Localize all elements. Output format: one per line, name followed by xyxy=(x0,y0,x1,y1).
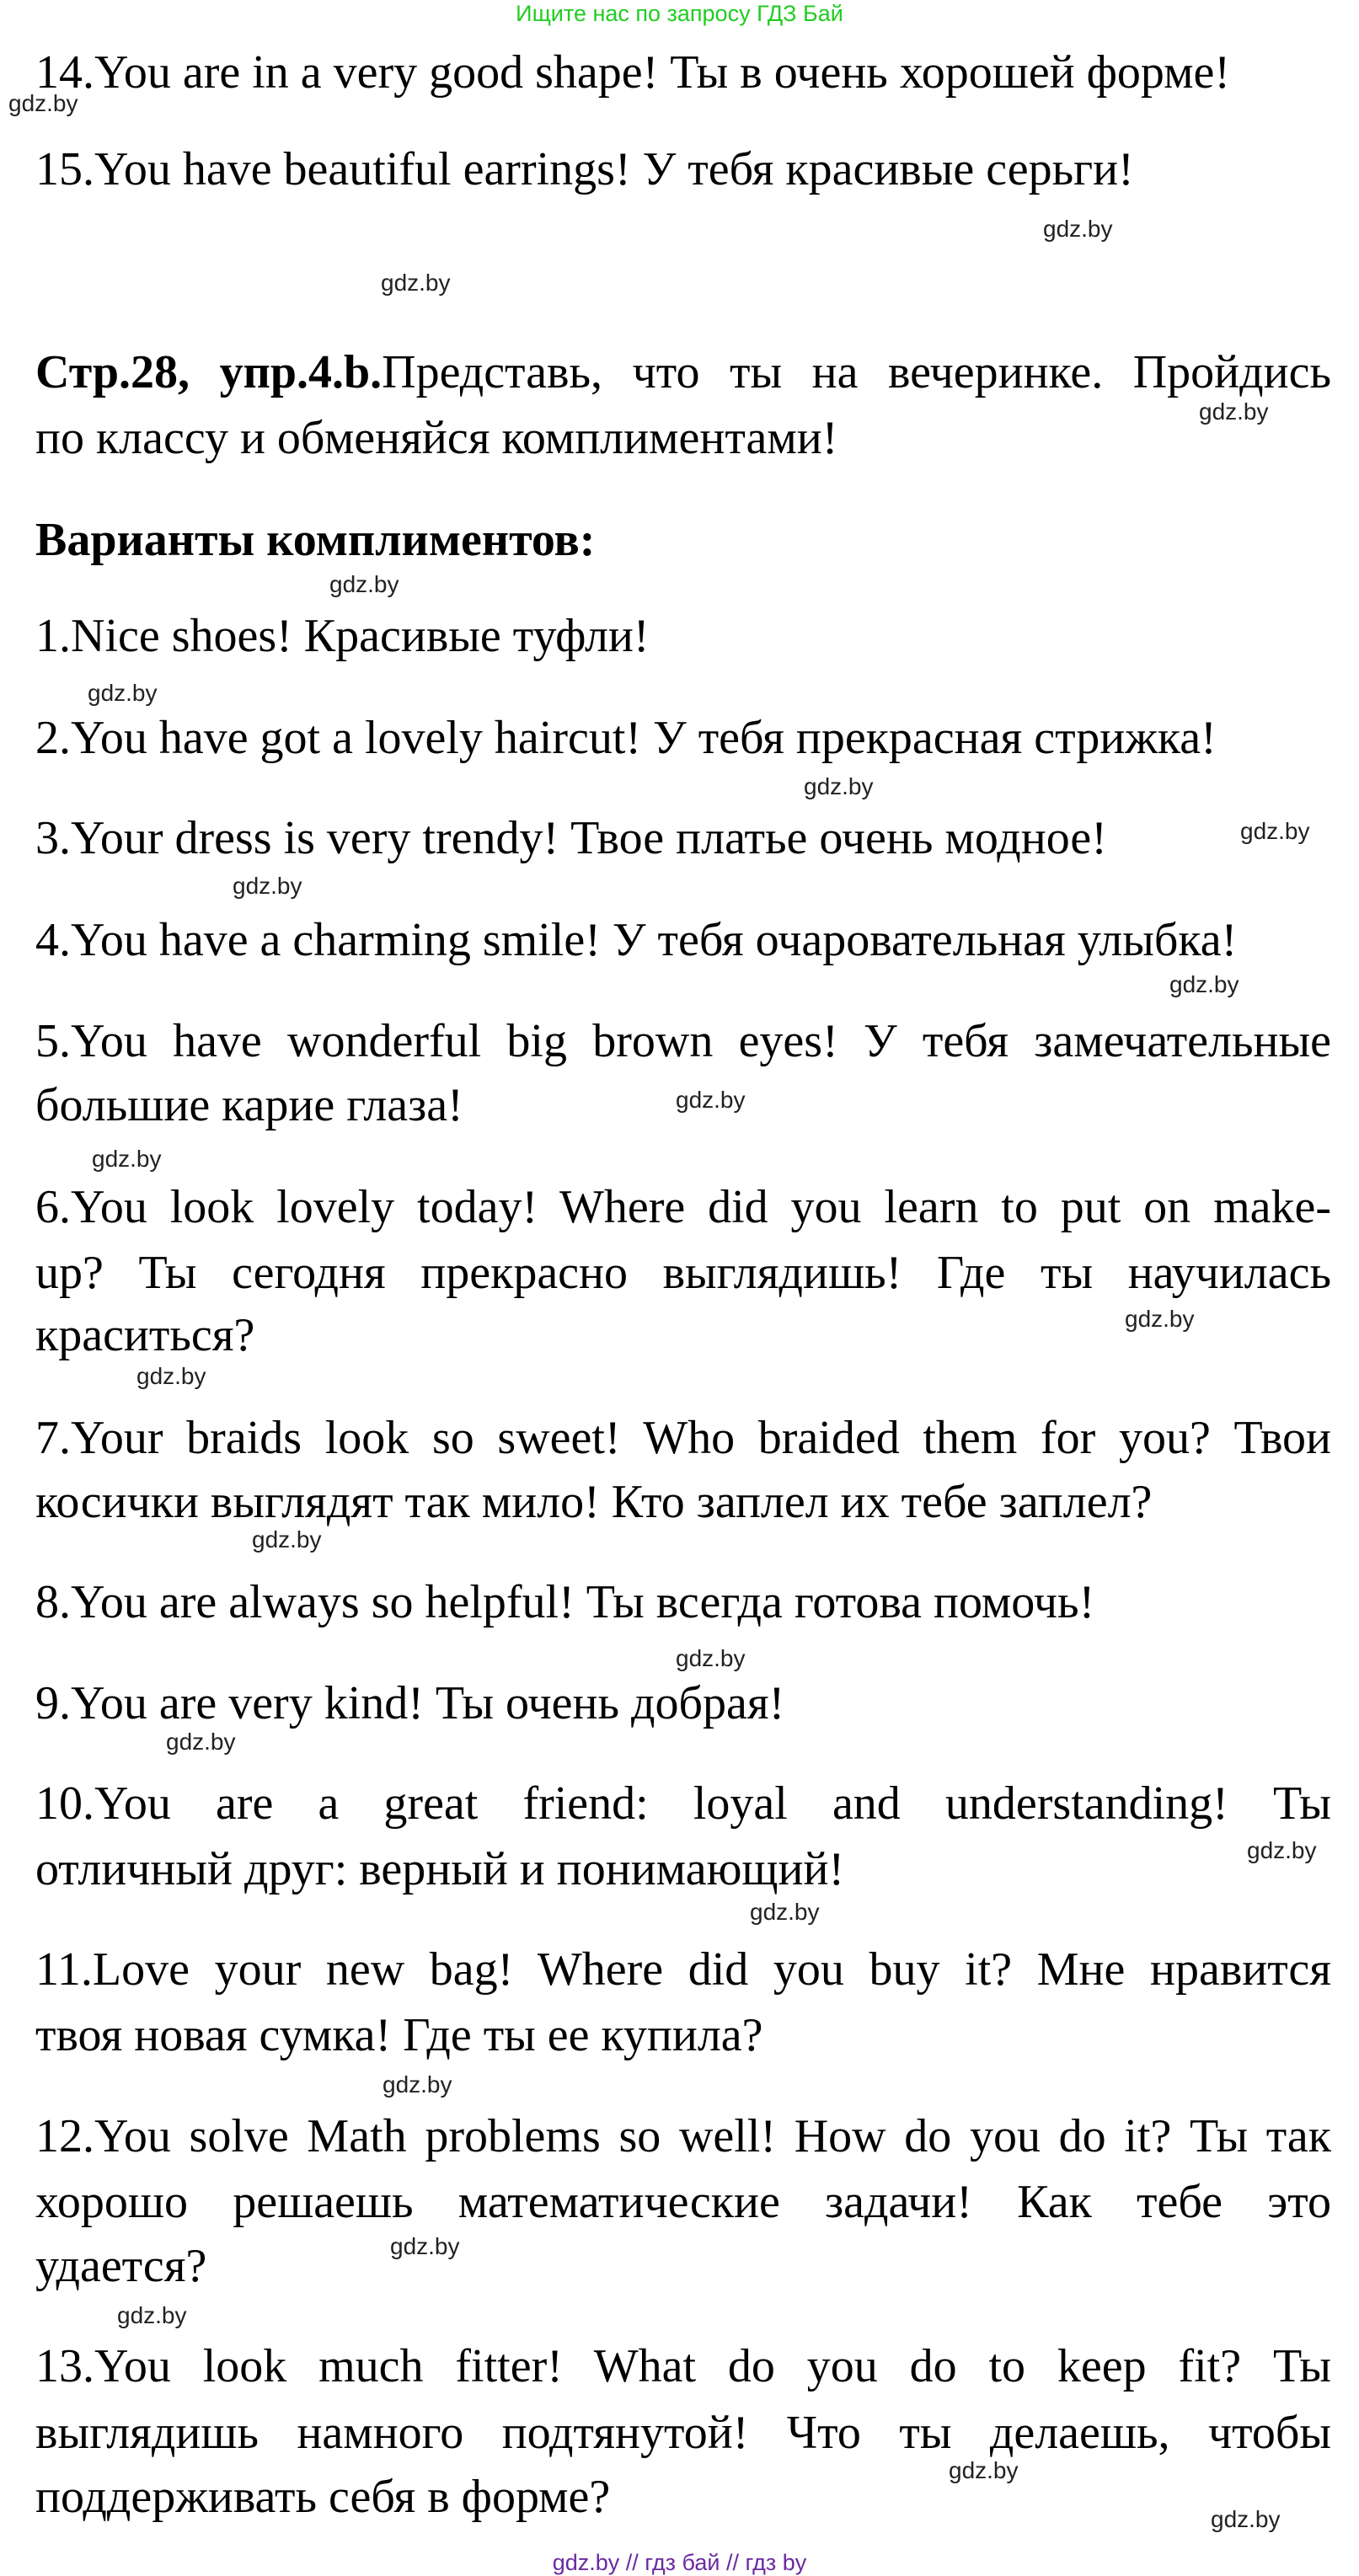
watermark: gdz.by xyxy=(1199,398,1269,425)
watermark: gdz.by xyxy=(92,1146,162,1172)
compliment-line: поддерживать себя в форме? xyxy=(35,2471,611,2523)
compliment-line: 13.You look much fitter! What do you do to keep fit? Ты xyxy=(35,2340,1331,2392)
task-text: Представь, что ты на вечеринке. Пройдись xyxy=(382,346,1332,398)
compliment-line: 8.You are always so helpful! Ты всегда готова помочь! xyxy=(35,1576,1095,1628)
compliment-line: краситься? xyxy=(35,1309,255,1361)
watermark: gdz.by xyxy=(233,873,302,899)
watermark: gdz.by xyxy=(1211,2506,1281,2532)
watermark: gdz.by xyxy=(390,2233,460,2259)
compliment-line: up? Ты сегодня прекрасно выглядишь! Где ты научилась xyxy=(35,1247,1331,1299)
watermark: gdz.by xyxy=(949,2457,1019,2483)
watermark: gdz.by xyxy=(381,270,451,296)
compliment-line: 10.You are a great friend: loyal and understanding! Ты xyxy=(35,1777,1331,1830)
watermark: gdz.by xyxy=(383,2071,452,2098)
compliment-line: 7.Your braids look so sweet! Who braided them for you? Твои xyxy=(35,1412,1331,1464)
watermark: gdz.by xyxy=(329,571,399,597)
compliment-line: 15.You have beautiful earrings! У тебя красивые серьги! xyxy=(35,143,1134,195)
compliment-line: большие карие глаза! xyxy=(35,1079,463,1131)
compliment-line: удается? xyxy=(35,2240,207,2292)
compliment-line: 3.Your dress is very trendy! Твое платье очень модное! xyxy=(35,812,1107,864)
watermark: gdz.by xyxy=(804,773,874,799)
compliment-line: твоя новая сумка! Где ты ее купила? xyxy=(35,2009,763,2061)
watermark: gdz.by xyxy=(88,680,158,706)
watermark: gdz.by xyxy=(1169,971,1239,997)
compliment-line: хорошо решаешь математические задачи! Как тебе это xyxy=(35,2176,1331,2228)
watermark: gdz.by xyxy=(750,1899,820,1925)
watermark: gdz.by xyxy=(1247,1837,1317,1863)
compliment-line: 9.You are very kind! Ты очень добрая! xyxy=(35,1677,785,1729)
task-line xyxy=(35,339,1331,406)
watermark: gdz.by xyxy=(1125,1306,1195,1332)
watermark: gdz.by xyxy=(1043,216,1113,242)
compliment-line: 4.You have a charming smile! У тебя очаровательная улыбка! xyxy=(35,914,1238,966)
compliment-line: отличный друг: верный и понимающий! xyxy=(35,1843,845,1895)
footer-links: gdz.by // гдз бай // гдз by xyxy=(552,2550,807,2575)
watermark: gdz.by xyxy=(136,1363,206,1389)
compliment-line: выглядишь намного подтянутой! Что ты делаешь, чтобы xyxy=(35,2407,1331,2459)
task-prefix: Стр.28, упр.4.b. xyxy=(35,346,383,398)
compliment-line: 2.You have got a lovely haircut! У тебя прекрасная стрижка! xyxy=(35,712,1217,764)
watermark: gdz.by xyxy=(676,1645,746,1671)
header-banner: Ищите нас по запросу ГДЗ Бай xyxy=(516,1,843,26)
compliment-line: 14.You are in a very good shape! Ты в очень хорошей форме! xyxy=(35,46,1231,99)
compliment-line: 12.You solve Math problems so well! How do you do it? Ты так xyxy=(35,2110,1331,2162)
compliment-line: 5.You have wonderful big brown eyes! У тебя замечательные xyxy=(35,1015,1331,1067)
compliment-line: 11.Love your new bag! Where did you buy it? Мне нравится xyxy=(35,1943,1331,1996)
watermark: gdz.by xyxy=(117,2302,187,2328)
watermark: gdz.by xyxy=(1240,818,1310,844)
watermark: gdz.by xyxy=(8,90,78,116)
compliment-line: косички выглядят так мило! Кто заплел их тебе заплел? xyxy=(35,1476,1153,1528)
watermark: gdz.by xyxy=(252,1526,322,1553)
compliment-line: 1.Nice shoes! Красивые туфли! xyxy=(35,610,650,662)
task-line: по классу и обменяйся комплиментами! xyxy=(35,412,838,464)
watermark: gdz.by xyxy=(676,1087,746,1113)
compliment-line: 6.You look lovely today! Where did you learn to put on make- xyxy=(35,1181,1331,1233)
variants-heading: Варианты комплиментов: xyxy=(35,514,596,566)
watermark: gdz.by xyxy=(166,1729,236,1755)
